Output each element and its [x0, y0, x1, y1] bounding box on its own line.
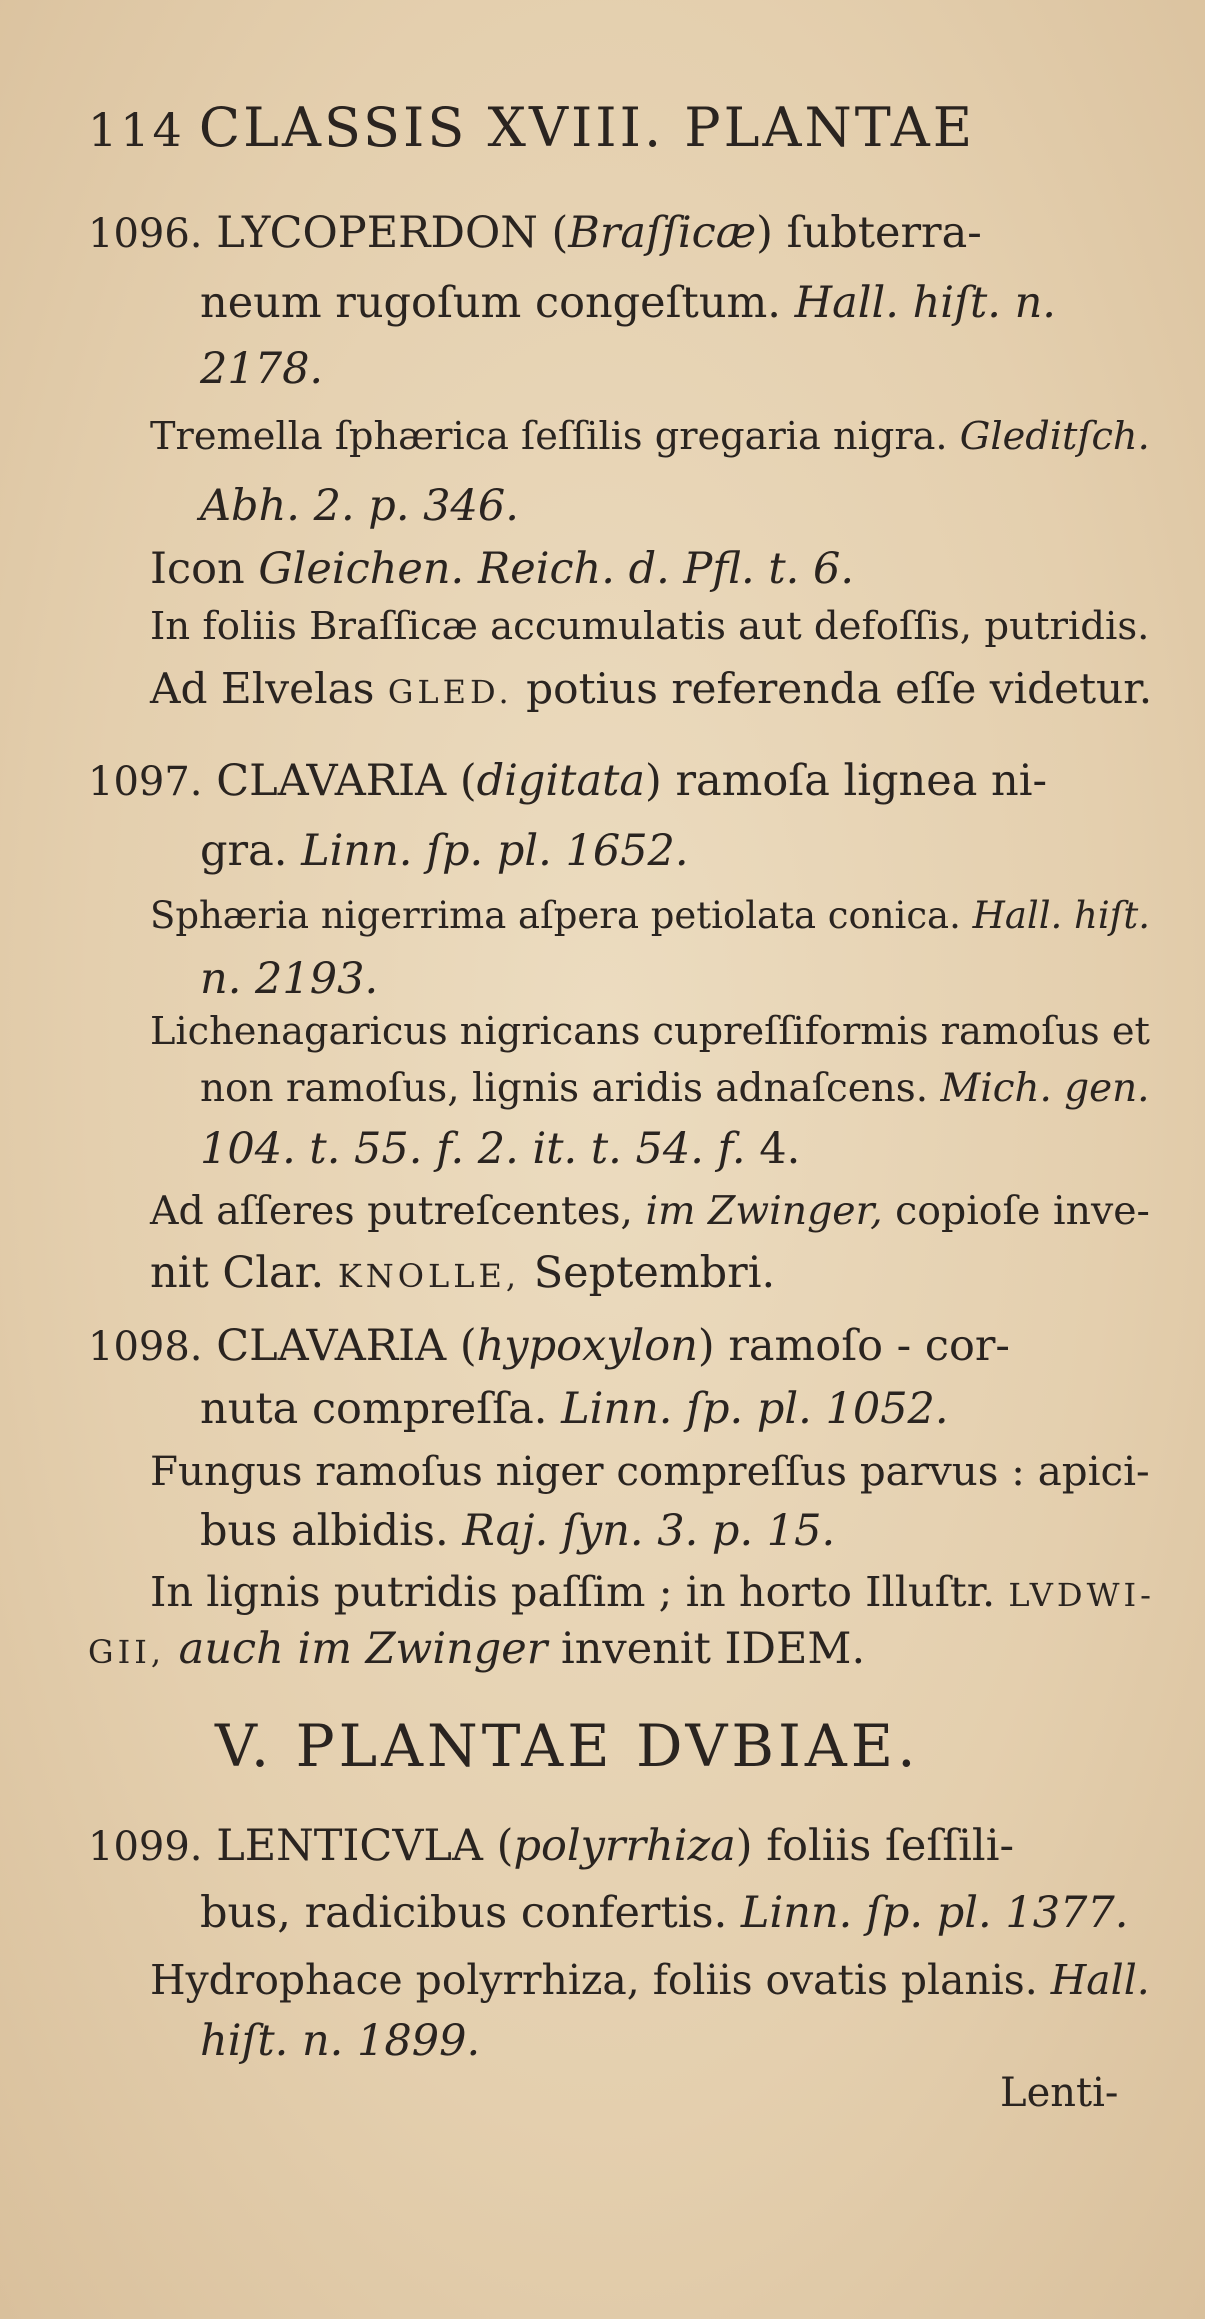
- book-page: 114 CLASSIS XVIII. PLANTAE 1096. LYCOPERDON (Braſſicæ) ſubterra- neum rugoſum congeſtum. Hall. hiſt. n. 2178. Tremella ſphærica ſeſſilis gregaria nigra. Gleditſch. Abh. 2. p. 346. Icon Gleichen. Reich. d. Pfl. t. 6. In foliis Braſſicæ accumulatis aut defoſſis, putridis. Ad Elvelas GLED. potius referenda eſſe videtur. 1097. CLAVARIA (digitata) ramoſa lignea ni- gra. Linn. ſp. pl. 1652. Sphæria nigerrima aſpera petiolata conica. Hall. hiſt. n. 2193. Lichenagaricus nigricans cupreſſiformis ramoſus et non ramoſus, lignis aridis adnaſcens. Mich. gen. 104. t. 55. f. 2. it. t. 54. f. 4. Ad aſſeres putreſcentes, im Zwinger, copioſe inve- nit Clar. KNOLLE, Septembri. 1098. CLAVARIA (hypoxylon) ramoſo - cor- nuta compreſſa. Linn. ſp. pl. 1052. Fungus ramoſus niger compreſſus parvus : apici- bus albidis. Raj. ſyn. 3. p. 15. In lignis putridis paſſim ; in horto Illuſtr. LVDWI- GII, auch im Zwinger invenit IDEM. V. PLANTAE DVBIAE. 1099. LENTICVLA (polyrrhiza) foliis ſeſſili- bus, radicibus confertis. Linn. ſp. pl. 1377. Hydrophace polyrrhiza, foliis ovatis planis. Hall. hiſt. n. 1899. Lenti-: [88, 96, 1155, 2116]
- section-title: V. PLANTAE DVBIAE.: [215, 1712, 920, 1780]
- running-header: [88, 96, 1108, 159]
- header-title: CLASSIS XVIII. PLANTAE: [198, 96, 976, 159]
- entry-number: 1097.: [88, 759, 203, 805]
- entry-number: 1099.: [88, 1824, 203, 1870]
- page-number: 114: [88, 103, 185, 157]
- catchword: Lenti-: [1000, 2070, 1119, 2116]
- entry-number: 1096.: [88, 211, 203, 257]
- entry-number: 1098.: [88, 1324, 203, 1370]
